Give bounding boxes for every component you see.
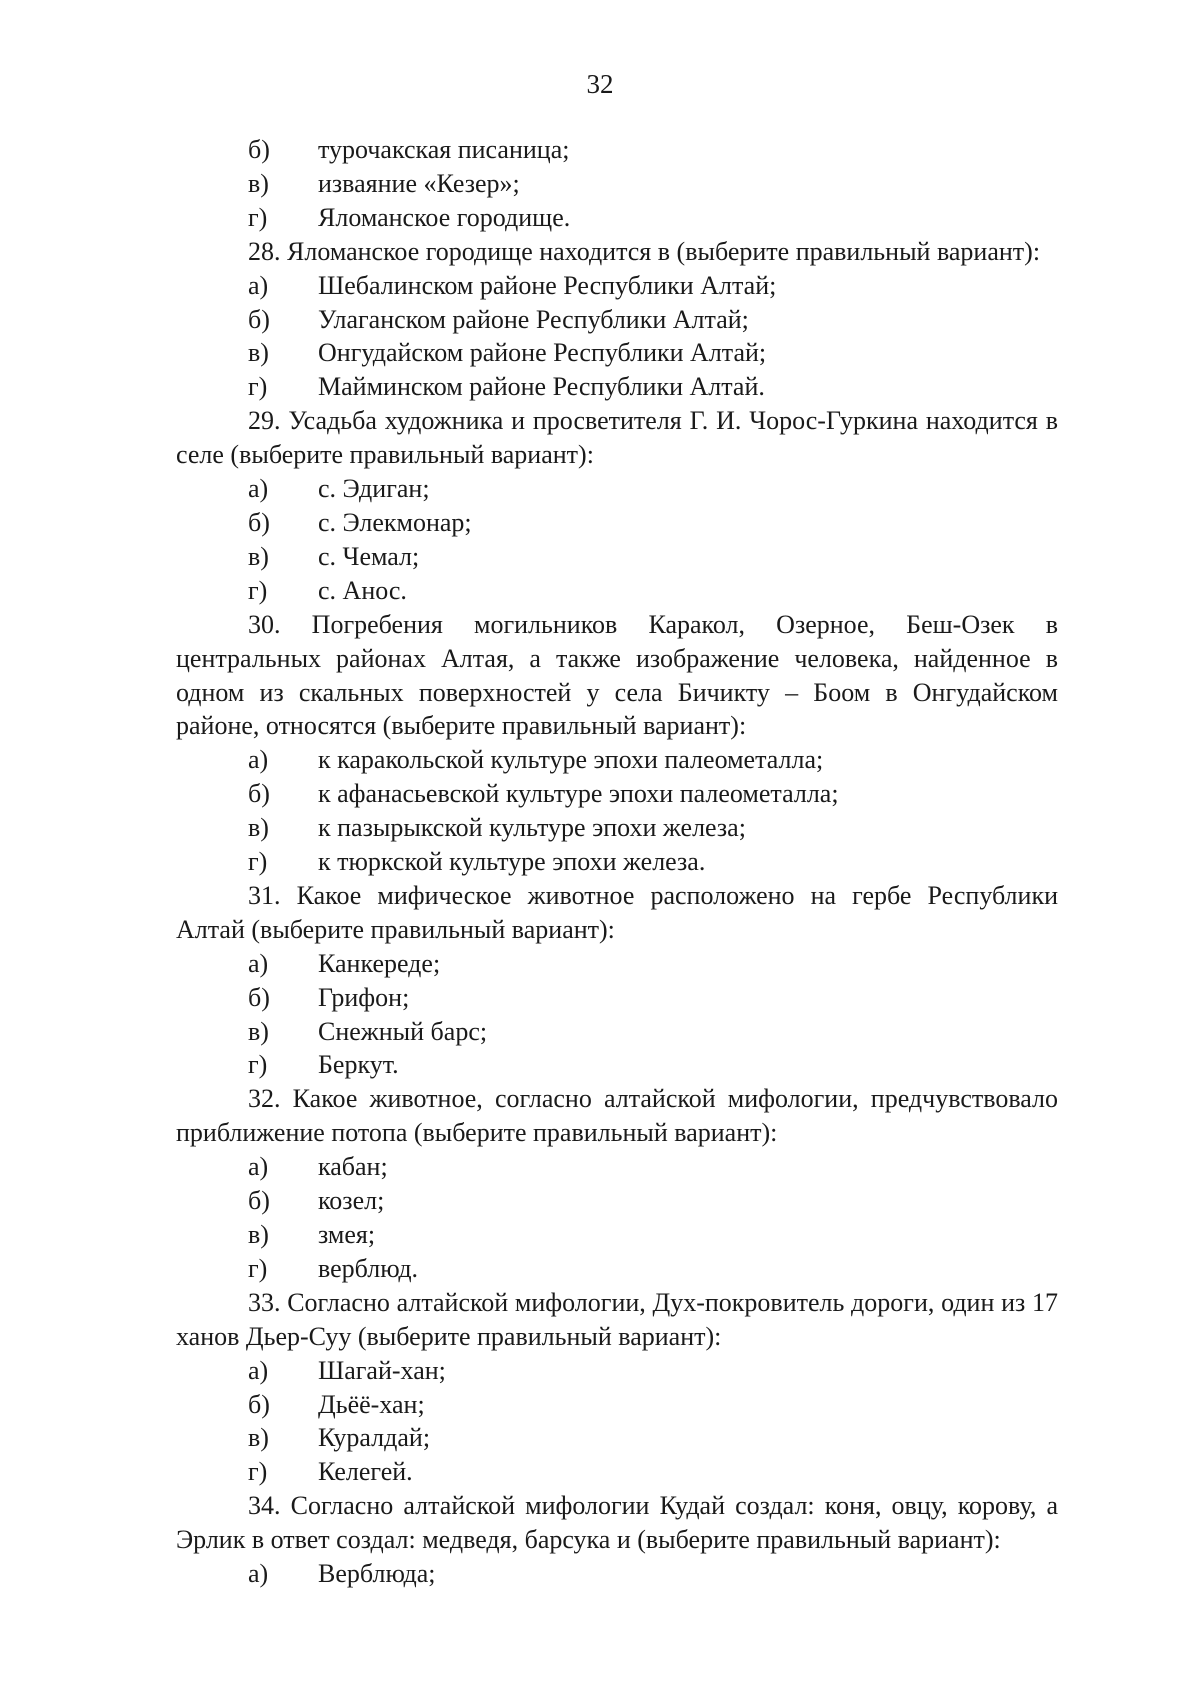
question-33: 33. Согласно алтайской мифологии, Дух-покровитель дороги, один из 17 ханов Дьер-Суу (выберите правильный вариант): (176, 1287, 1058, 1351)
option-letter: б) (248, 304, 270, 334)
option-letter: в) (248, 168, 269, 198)
option-letter: а) (248, 948, 269, 978)
option-text: Улаганском районе Республики Алтай; (318, 304, 749, 334)
option-letter: а) (248, 1152, 269, 1182)
option-text: с. Чемал; (318, 541, 420, 571)
option-item (248, 1150, 1058, 1184)
option-item (248, 506, 1058, 540)
option-item (248, 574, 1058, 608)
option-text: верблюд. (318, 1253, 419, 1283)
option-text: Верблюда; (318, 1559, 436, 1589)
option-letter: б) (248, 1389, 270, 1419)
option-letter: в) (248, 338, 269, 368)
option-letter: в) (248, 1423, 269, 1453)
option-letter: а) (248, 474, 269, 504)
option-letter: а) (248, 1559, 269, 1589)
option-item (248, 981, 1058, 1015)
option-text: Шебалинском районе Республики Алтай; (318, 270, 777, 300)
option-item (248, 1184, 1058, 1218)
option-letter: г) (248, 1253, 268, 1283)
option-item (248, 845, 1058, 879)
option-text: Снежный барс; (318, 1016, 488, 1046)
option-letter: б) (248, 779, 270, 809)
question-30: 30. Погребения могильников Каракол, Озерное, Беш-Озек в центральных районах Алтая, а также изображение человека, найденное в одном из скальных поверхностей у села Бичикту – Боом в Онгудайском районе, относятся (выберите правильный вариант): (176, 609, 1058, 741)
option-letter: г) (248, 847, 268, 877)
option-item (248, 133, 1058, 167)
option-item (248, 1015, 1058, 1049)
option-item (248, 947, 1058, 981)
option-text: к каракольской культуре эпохи палеометалла; (318, 745, 824, 775)
option-item (248, 1048, 1058, 1082)
option-text: к афанасьевской культуре эпохи палеометалла; (318, 779, 839, 809)
option-letter: а) (248, 745, 269, 775)
option-item (248, 743, 1058, 777)
option-item (248, 1354, 1058, 1388)
option-text: изваяние «Кезер»; (318, 168, 520, 198)
option-letter: а) (248, 1355, 269, 1385)
option-letter: г) (248, 372, 268, 402)
option-text: Канкереде; (318, 948, 441, 978)
option-letter: в) (248, 541, 269, 571)
option-item (248, 777, 1058, 811)
option-text: Беркут. (318, 1050, 399, 1080)
option-letter: г) (248, 1050, 268, 1080)
option-item (248, 1388, 1058, 1422)
option-item (248, 1218, 1058, 1252)
question-28: 28. Яломанское городище находится в (выберите правильный вариант): (248, 236, 1041, 266)
option-item (248, 540, 1058, 574)
option-text: козел; (318, 1186, 385, 1216)
option-letter: в) (248, 1220, 269, 1249)
option-text: змея; (318, 1220, 376, 1249)
option-letter: в) (248, 1016, 269, 1046)
option-letter: в) (248, 813, 269, 843)
option-letter: б) (248, 1186, 270, 1216)
option-text: с. Анос. (318, 575, 407, 605)
option-text: Келегей. (318, 1457, 413, 1487)
option-item (248, 1455, 1058, 1489)
page-number: 32 (586, 69, 614, 99)
option-text: Яломанское городище. (318, 202, 571, 232)
option-item (248, 1557, 1058, 1591)
option-text: Дьёё-хан; (318, 1389, 425, 1419)
option-letter: г) (248, 575, 268, 605)
option-text: Грифон; (318, 982, 410, 1012)
option-item (248, 811, 1058, 845)
option-text: Куралдай; (318, 1423, 431, 1453)
option-letter: б) (248, 135, 270, 164)
option-item (248, 336, 1058, 370)
option-letter: г) (248, 1457, 268, 1487)
option-letter: б) (248, 982, 270, 1012)
option-letter: а) (248, 270, 269, 300)
option-item (248, 167, 1058, 201)
option-letter: б) (248, 507, 270, 537)
question-32: 32. Какое животное, согласно алтайской мифологии, предчувствовало приближение потопа (выберите правильный вариант): (176, 1084, 1058, 1148)
option-text: Майминском районе Республики Алтай. (318, 372, 765, 402)
option-item (248, 370, 1058, 404)
option-text: Онгудайском районе Республики Алтай; (318, 338, 767, 368)
option-item (248, 269, 1058, 303)
option-item (248, 472, 1058, 506)
question-31: 31. Какое мифическое животное расположено на гербе Республики Алтай (выберите правильный вариант): (176, 880, 1058, 944)
question-29: 29. Усадьба художника и просветителя Г. И. Чорос-Гуркина находится в селе (выберите правильный вариант): (176, 406, 1058, 470)
option-item (248, 1421, 1058, 1455)
option-text: с. Эдиган; (318, 474, 430, 504)
option-text: с. Элекмонар; (318, 507, 472, 537)
page-content (176, 133, 1058, 1591)
option-text: турочакская писаница; (318, 135, 570, 164)
option-text: к тюркской культуре эпохи железа. (318, 847, 706, 877)
option-item (248, 201, 1058, 235)
option-item (248, 1252, 1058, 1286)
option-text: кабан; (318, 1152, 388, 1182)
question-34: 34. Согласно алтайской мифологии Кудай создал: коня, овцу, корову, а Эрлик в ответ создал: медведя, барсука и (выберите правильный вариант): (176, 1491, 1058, 1555)
option-text: к пазырыкской культуре эпохи железа; (318, 813, 746, 843)
option-letter: г) (248, 202, 268, 232)
option-item (248, 303, 1058, 337)
option-text: Шагай-хан; (318, 1355, 446, 1385)
